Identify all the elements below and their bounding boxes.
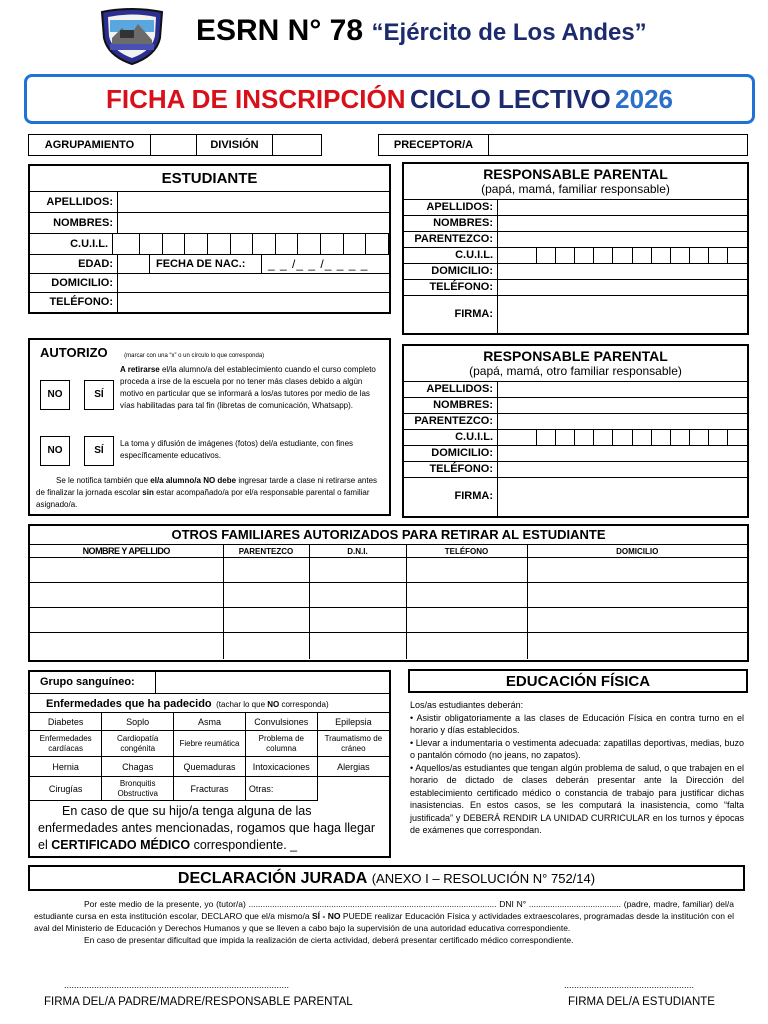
parent1-domicilio-field[interactable] bbox=[498, 264, 747, 279]
edfis-intro: Los/as estudiantes deberán: bbox=[410, 700, 524, 710]
parent1-firma-field[interactable] bbox=[498, 296, 747, 333]
enf-quemaduras[interactable]: Quemaduras bbox=[174, 757, 246, 777]
enf-hernia[interactable]: Hernia bbox=[30, 757, 102, 777]
parent2-cuil-field[interactable] bbox=[498, 430, 747, 445]
declaracion-p2: En caso de presentar dificultad que impida la realización de cierta actividad, deberá presentar certificado médico correspondiente. bbox=[84, 935, 574, 945]
table-row[interactable] bbox=[30, 608, 747, 633]
agrupamiento-box bbox=[28, 134, 322, 156]
parent2-cuil-label: C.U.I.L. bbox=[404, 430, 498, 445]
firma-padre-label: FIRMA DEL/A PADRE/MADRE/RESPONSABLE PARENTAL bbox=[44, 996, 353, 1008]
division-field[interactable] bbox=[273, 135, 321, 155]
familiares-col-parentezco: PARENTEZCO bbox=[223, 545, 309, 558]
familiares-section bbox=[28, 524, 749, 662]
student-cuil-label: C.U.I.L. bbox=[30, 234, 113, 254]
title-ficha: FICHA DE INSCRIPCIÓN bbox=[105, 84, 406, 114]
title-year: 2026 bbox=[615, 84, 674, 114]
agrupamiento-field[interactable] bbox=[151, 135, 197, 155]
parent1-cuil-label: C.U.I.L. bbox=[404, 248, 498, 263]
enf-intoxicaciones[interactable]: Intoxicaciones bbox=[245, 757, 317, 777]
enfermedades-table bbox=[30, 712, 389, 801]
autorizo-hint: (marcar con una “x” o un círculo lo que corresponda) bbox=[124, 353, 265, 359]
parent2-apellidos-field[interactable] bbox=[498, 382, 747, 397]
grupo-sanguineo-field[interactable] bbox=[156, 672, 389, 693]
enf-fiebre[interactable]: Fiebre reumática bbox=[174, 731, 246, 757]
familiares-col-telefono: TELÉFONO bbox=[406, 545, 527, 558]
student-edad-field[interactable] bbox=[118, 255, 150, 273]
parent1-telefono-label: TELÉFONO: bbox=[404, 280, 498, 295]
parent1-firma-label: FIRMA: bbox=[404, 296, 498, 333]
declaracion-subtitle: (ANEXO I – RESOLUCIÓN N° 752/14) bbox=[371, 871, 596, 886]
parent1-nombres-label: NOMBRES: bbox=[404, 216, 498, 231]
shield-icon bbox=[98, 8, 166, 66]
autorizo-section bbox=[28, 338, 391, 516]
student-domicilio-field[interactable] bbox=[118, 274, 389, 292]
parent1-parentezco-field[interactable] bbox=[498, 232, 747, 247]
enfermedades-title: Enfermedades que ha padecido bbox=[46, 698, 212, 710]
parent2-domicilio-label: DOMICILIO: bbox=[404, 446, 498, 461]
autorizo2-text: La toma y difusión de imágenes (fotos) del/a estudiante, con fines específicamente educativos. bbox=[120, 439, 354, 460]
parent1-apellidos-field[interactable] bbox=[498, 200, 747, 215]
student-telefono-label: TELÉFONO: bbox=[30, 293, 118, 312]
edfis-title-box bbox=[408, 669, 748, 693]
edfis-title: EDUCACIÓN FÍSICA bbox=[505, 673, 651, 690]
preceptor-field[interactable] bbox=[489, 135, 747, 155]
parent1-apellidos-label: APELLIDOS: bbox=[404, 200, 498, 215]
enf-epilepsia[interactable]: Epilepsia bbox=[317, 713, 389, 731]
preceptor-label: PRECEPTOR/A bbox=[379, 135, 489, 155]
parent1-nombres-field[interactable] bbox=[498, 216, 747, 231]
autorizo-note: Se le notifica también que el/a alumno/a NO debe ingresar tarde a clase ni retirarse antes de finalizar la jornada escolar sin estar acompañado/a por el/a responsable parental o familiar asignado/a. bbox=[36, 476, 378, 509]
parent2-apellidos-label: APELLIDOS: bbox=[404, 382, 498, 397]
enf-otras[interactable]: Otras: bbox=[245, 777, 317, 801]
student-section bbox=[28, 164, 391, 314]
student-nombres-label: NOMBRES: bbox=[30, 213, 118, 233]
enf-columna[interactable]: Problema de columna bbox=[245, 731, 317, 757]
division-label: DIVISIÓN bbox=[197, 135, 273, 155]
grupo-sanguineo-label: Grupo sanguíneo: bbox=[30, 672, 156, 693]
student-cuil-field[interactable] bbox=[113, 234, 389, 254]
enf-cirugias[interactable]: Cirugías bbox=[30, 777, 102, 801]
parent2-subtitle: (papá, mamá, otro familiar responsable) bbox=[404, 364, 747, 382]
school-logo bbox=[98, 8, 166, 66]
student-apellidos-label: APELLIDOS: bbox=[30, 192, 118, 212]
enf-bronquitis[interactable]: Bronquitis Obstructiva bbox=[102, 777, 174, 801]
autorizo1-text bbox=[120, 364, 380, 412]
parent2-telefono-label: TELÉFONO: bbox=[404, 462, 498, 477]
parent1-title: RESPONSABLE PARENTAL bbox=[483, 166, 668, 182]
enf-convulsiones[interactable]: Convulsiones bbox=[245, 713, 317, 731]
table-row[interactable] bbox=[30, 583, 747, 608]
edfis-text bbox=[410, 699, 744, 837]
familiares-title: OTROS FAMILIARES AUTORIZADOS PARA RETIRAR AL ESTUDIANTE bbox=[171, 527, 606, 542]
parent2-firma-field[interactable] bbox=[498, 478, 747, 516]
firma-estudiante-label: FIRMA DEL/A ESTUDIANTE bbox=[568, 996, 715, 1008]
table-row[interactable] bbox=[30, 558, 747, 583]
firma-padre-dots[interactable]: .......................................................................................... bbox=[64, 980, 290, 990]
parent2-nombres-field[interactable] bbox=[498, 398, 747, 413]
edfis-bullet-1: • Asistir obligatoriamente a las clases de Educación Física en contra turno en el horario y días establecidos. bbox=[410, 712, 744, 735]
enf-asma[interactable]: Asma bbox=[174, 713, 246, 731]
familiares-col-domicilio: DOMICILIO bbox=[527, 545, 747, 558]
familiares-col-dni: D.N.I. bbox=[309, 545, 406, 558]
parent1-subtitle: (papá, mamá, familiar responsable) bbox=[404, 182, 747, 200]
declaracion-title: DECLARACIÓN JURADA bbox=[177, 870, 368, 887]
student-domicilio-label: DOMICILIO: bbox=[30, 274, 118, 292]
parent1-cuil-field[interactable] bbox=[498, 248, 747, 263]
enf-traumatismo[interactable]: Traumatismo de cráneo bbox=[317, 731, 389, 757]
parent1-parentezco-label: PARENTEZCO: bbox=[404, 232, 498, 247]
enf-chagas[interactable]: Chagas bbox=[102, 757, 174, 777]
student-fecha-label: FECHA DE NAC.: bbox=[150, 255, 262, 273]
firma-estudiante-dots[interactable]: .................................................... bbox=[564, 980, 695, 990]
enf-fracturas[interactable]: Fracturas bbox=[174, 777, 246, 801]
edfis-bullet-2: • Llevar a indumentaria o vestimenta adecuada: zapatillas deportivas, medias, buzo o pantalón cómodo (no jeans, no zapatos). bbox=[410, 737, 744, 760]
enf-cardiacas[interactable]: Enfermedades cardíacas bbox=[30, 731, 102, 757]
title-ciclo: CICLO LECTIVO bbox=[409, 84, 611, 114]
parent2-firma-label: FIRMA: bbox=[404, 478, 498, 516]
autorizo1-si-box[interactable]: SÍ bbox=[84, 380, 114, 410]
enf-cardiopatia[interactable]: Cardiopatía congénita bbox=[102, 731, 174, 757]
autorizo-title: AUTORIZO bbox=[40, 345, 108, 360]
student-telefono-field[interactable] bbox=[118, 293, 389, 312]
parent2-title: RESPONSABLE PARENTAL bbox=[483, 348, 668, 364]
parent2-parentezco-label: PARENTEZCO: bbox=[404, 414, 498, 429]
parent1-section bbox=[402, 162, 749, 335]
edfis-bullet-3: • Aquellos/as estudiantes que tengan algún problema de salud, o que trabajen en el horario de dictado de clases deberán presentar ante la Dirección del establecimiento certificado médico o constancia de trabajo para justificar dichas inasistencias. En estos casos, se les computará la inasistencia, como “falta justificada” y DEBERÁ RENDIR LA UNIDAD CURRICULAR en los turnos y épocas de exámenes que correspondan. bbox=[410, 762, 744, 835]
autorizo1-no-box[interactable]: NO bbox=[40, 380, 70, 410]
school-number: ESRN N° 78 bbox=[196, 14, 364, 47]
salud-note: En caso de que su hijo/a tenga alguna de las enfermedades antes mencionadas, rogamos que haga llegar el CERTIFICADO MÉDICO correspondiente. _ bbox=[38, 804, 376, 852]
school-name: “Ejército de Los Andes” bbox=[371, 19, 647, 46]
parent2-section bbox=[402, 344, 749, 518]
enf-soplo[interactable]: Soplo bbox=[102, 713, 174, 731]
student-apellidos-field[interactable] bbox=[118, 192, 389, 212]
agrupamiento-label: AGRUPAMIENTO bbox=[29, 135, 151, 155]
enf-otras-field[interactable] bbox=[317, 777, 389, 801]
enfermedades-hint: (tachar lo que NO corresponda) bbox=[216, 700, 329, 709]
parent2-telefono-field[interactable] bbox=[498, 462, 747, 477]
student-edad-label: EDAD: bbox=[30, 255, 118, 273]
parent2-domicilio-field[interactable] bbox=[498, 446, 747, 461]
preceptor-box bbox=[378, 134, 748, 156]
declaracion-title-box bbox=[28, 865, 745, 891]
familiares-col-nombre: NOMBRE Y APELLIDO bbox=[30, 545, 223, 558]
enf-alergias[interactable]: Alergias bbox=[317, 757, 389, 777]
student-fecha-field[interactable]: _ _ /_ _ /_ _ _ _ bbox=[268, 257, 369, 271]
declaracion-text: Por este medio de la presente, yo (tutor/a) ......................................................................................................... DNI N° ....................................... (padre, madre, familiar) del/a estudiante cursa en esta institución escolar, DECLARO que el/a mismo/a SÍ - NO PUEDE realizar Educación Física y actividades extraescolares, programadas desde la institución con el aval del Ministerio de Educación y Derechos Humanos y que se lleven a cabo bajo la supervisión de una autoridad educativa correspondiente. En caso de presentar dificultad que impida la realización de cierta actividad, deberá presentar certificado médico correspondiente. bbox=[34, 899, 734, 945]
student-title: ESTUDIANTE bbox=[30, 166, 389, 192]
autorizo2-si-box[interactable]: SÍ bbox=[84, 436, 114, 466]
parent1-telefono-field[interactable] bbox=[498, 280, 747, 295]
autorizo1-text-bold: A retirarse bbox=[120, 365, 160, 374]
autorizo1-text-rest: el/la alumno/a del establecimiento cuando el curso completo proceda a irse de la escuela por no tener más clases debido a algún motivo en particular que se informará a los/as tutores por medio de las vías habilitadas para tal fin (libretas de comunicación, Whatsapp). bbox=[120, 365, 376, 410]
parent1-domicilio-label: DOMICILIO: bbox=[404, 264, 498, 279]
parent2-parentezco-field[interactable] bbox=[498, 414, 747, 429]
table-row[interactable] bbox=[30, 633, 747, 659]
title-banner bbox=[24, 74, 755, 124]
salud-section bbox=[28, 670, 391, 858]
familiares-table bbox=[30, 544, 747, 659]
parent2-nombres-label: NOMBRES: bbox=[404, 398, 498, 413]
enf-diabetes[interactable]: Diabetes bbox=[30, 713, 102, 731]
student-nombres-field[interactable] bbox=[118, 213, 389, 233]
autorizo2-no-box[interactable]: NO bbox=[40, 436, 70, 466]
